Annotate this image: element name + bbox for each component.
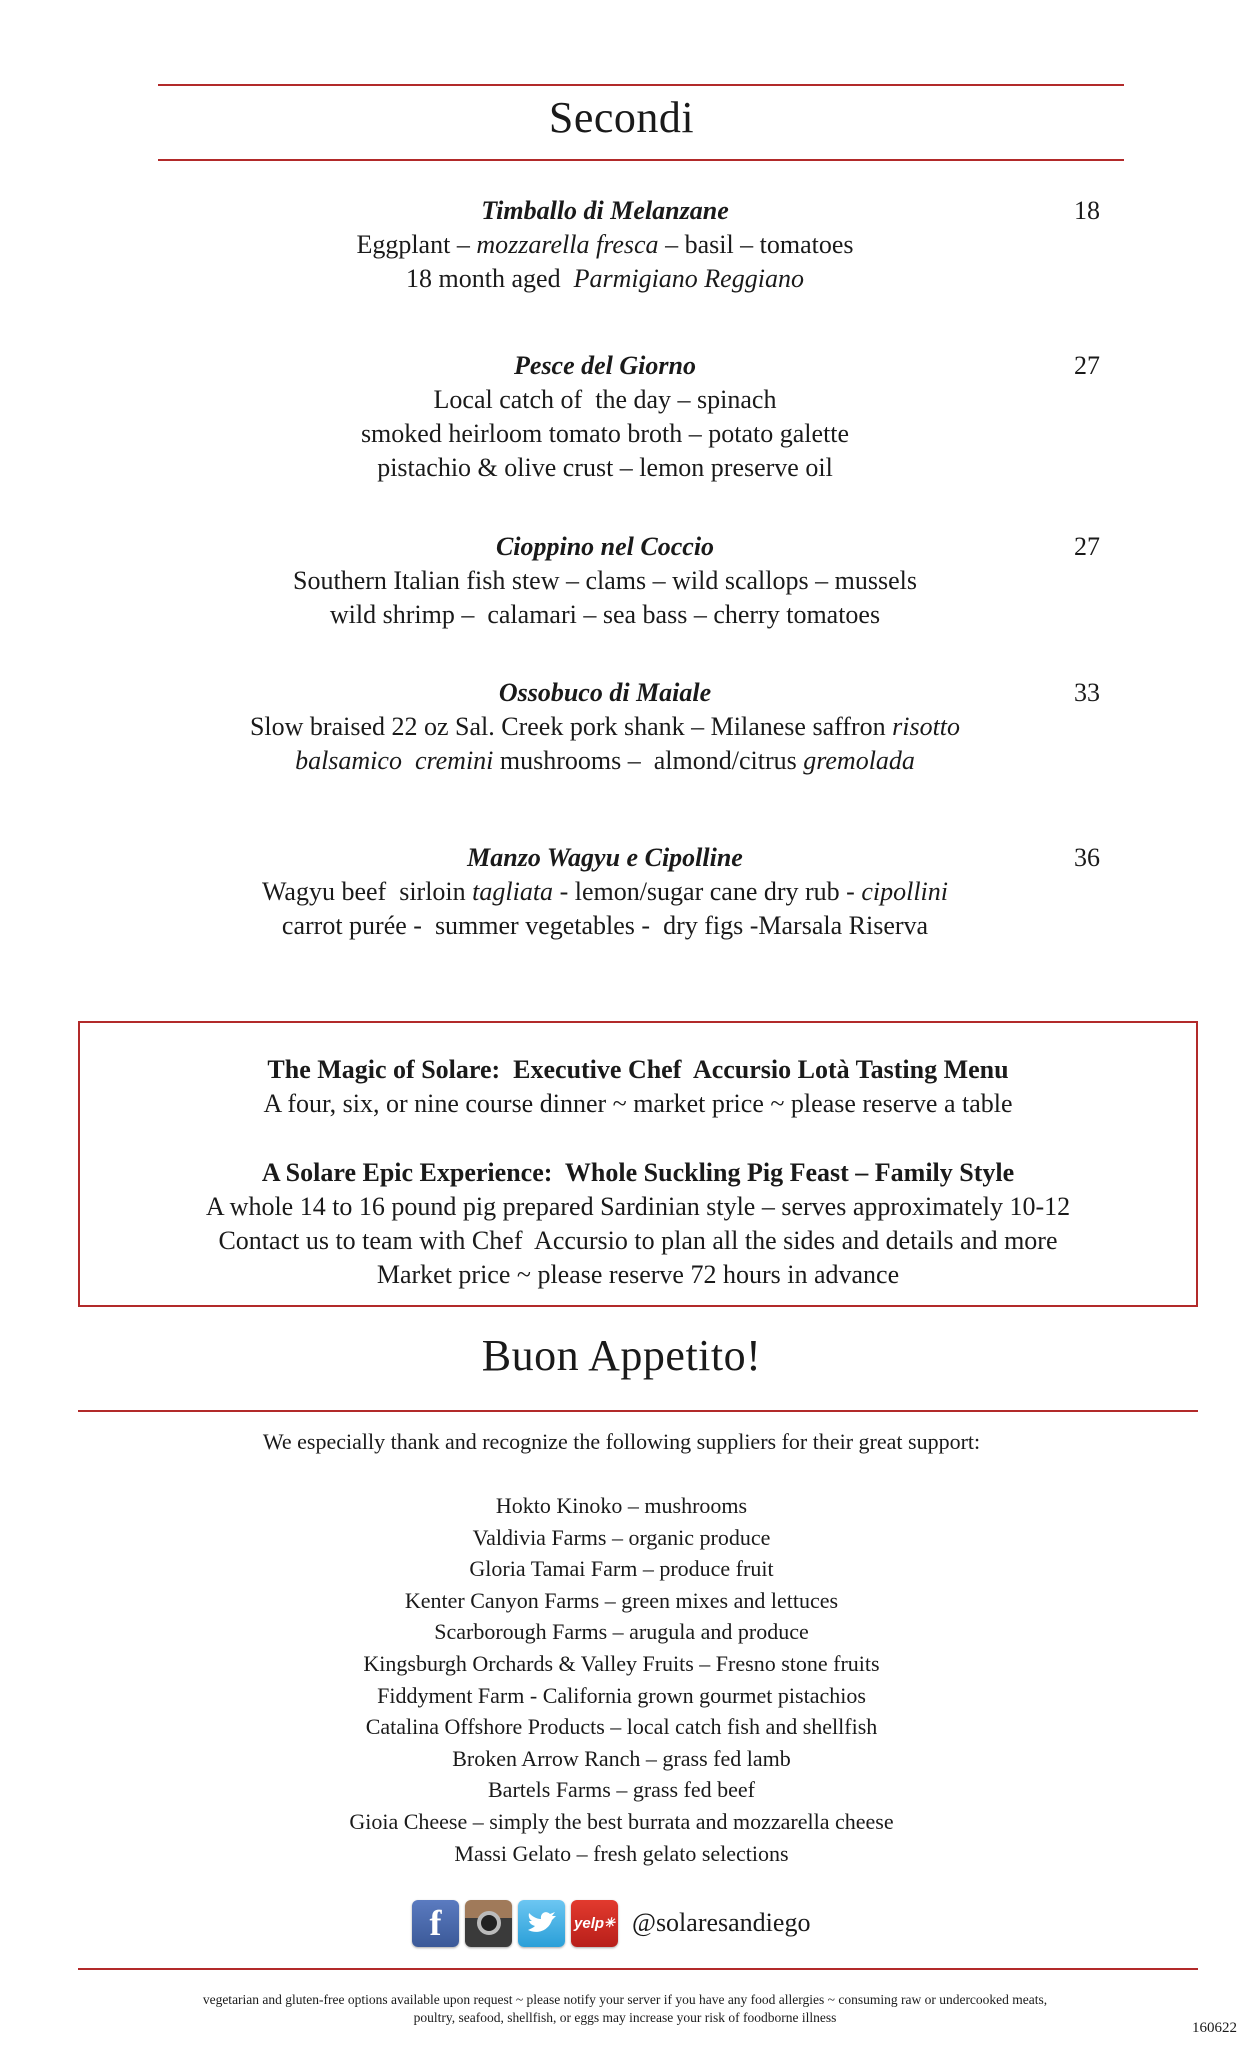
social-links — [412, 1898, 810, 1948]
dish-price: 36 — [1074, 843, 1100, 872]
dish-description-line — [200, 383, 1010, 417]
supplier-item: Bartels Farms – grass fed beef — [488, 1777, 755, 1803]
supplier-item: Kingsburgh Orchards & Valley Fruits – Fresno stone fruits — [363, 1651, 880, 1676]
dish-description-line — [200, 262, 1010, 296]
dish-name: Pesce del Giorno — [514, 351, 696, 380]
supplier-item: Scarborough Farms – arugula and produce — [434, 1619, 809, 1645]
italic-term: risotto — [892, 712, 961, 741]
supplier-item: Hokto Kinoko – mushrooms — [495, 1493, 748, 1518]
dish-price: 27 — [1074, 351, 1100, 380]
dish-description-line — [200, 909, 1010, 943]
footer-rule — [78, 1968, 1198, 1970]
description-text: Local catch of the day – spinach — [433, 385, 777, 414]
dish — [200, 676, 1010, 778]
suppliers-intro: We especially thank and recognize the following suppliers for their great support: — [262, 1429, 981, 1454]
italic-term: gremolada — [803, 746, 915, 775]
disclaimer-line: vegetarian and gluten-free options available upon request ~ please notify your server if you have any food allergies ~ consuming raw or undercooked meats, — [202, 1992, 1048, 2007]
description-text: Southern Italian fish stew – clams – wild scallops – mussels — [293, 566, 917, 595]
menu-code: 160622 — [1192, 2020, 1237, 2036]
description-text: Eggplant – — [356, 230, 477, 259]
dish-description-line — [200, 598, 1010, 632]
epic-experience-line: Contact us to team with Chef Accursio to plan all the sides and details and more — [218, 1226, 1058, 1255]
facebook-icon[interactable]: f — [412, 1900, 459, 1947]
instagram-icon[interactable] — [465, 1900, 512, 1947]
description-text: Slow braised 22 oz Sal. Creek pork shank – Milanese saffron — [249, 712, 893, 741]
epic-experience-line: A whole 14 to 16 pound pig prepared Sardinian style – serves approximately 10-12 — [205, 1192, 1071, 1221]
dish-price: 33 — [1074, 678, 1100, 707]
supplier-item: Gloria Tamai Farm – produce fruit — [469, 1556, 774, 1582]
title-underline-rule — [158, 159, 1124, 161]
description-text: – basil – tomatoes — [658, 230, 854, 259]
supplier-item: Broken Arrow Ranch – grass fed lamb — [452, 1745, 791, 1771]
dish-name: Manzo Wagyu e Cipolline — [467, 843, 743, 872]
italic-term: tagliata — [472, 877, 554, 906]
supplier-item: Gioia Cheese – simply the best burrata and mozzarella cheese — [349, 1809, 894, 1834]
tasting-menu-title: The Magic of Solare: Executive Chef Accursio Lotà Tasting Menu — [267, 1055, 1009, 1084]
supplier-item: Kenter Canyon Farms – green mixes and lettuces — [404, 1587, 839, 1613]
italic-term: mozzarella fresca — [476, 230, 659, 259]
italic-term: cipollini — [861, 877, 949, 906]
top-rule — [158, 84, 1124, 86]
dish-price: 27 — [1074, 532, 1100, 561]
dish-name: Timballo di Melanzane — [481, 196, 729, 225]
yelp-burst: ✳ — [604, 1915, 615, 1930]
epic-experience-title: A Solare Epic Experience: Whole Suckling Pig Feast – Family Style — [261, 1158, 1015, 1187]
dish-price: 18 — [1074, 196, 1100, 225]
description-text: Wagyu beef sirloin — [261, 877, 473, 906]
yelp-icon[interactable] — [571, 1900, 618, 1947]
specials-box — [78, 1021, 1198, 1307]
disclaimer-line: poultry, seafood, shellfish, or eggs may increase your risk of foodborne illness — [413, 2010, 837, 2025]
section-title: Secondi — [548, 93, 695, 142]
dish-description-line — [200, 228, 1010, 262]
dish-name: Ossobuco di Maiale — [498, 678, 712, 707]
dish-name: Cioppino nel Coccio — [495, 532, 715, 561]
dish — [200, 349, 1010, 485]
dish — [200, 841, 1010, 943]
tasting-menu-description: A four, six, or nine course dinner ~ market price ~ please reserve a table — [263, 1089, 1013, 1118]
supplier-item: Massi Gelato – fresh gelato selections — [454, 1840, 789, 1866]
italic-term: balsamico cremini — [295, 746, 494, 775]
description-text: pistachio & olive crust – lemon preserve oil — [377, 453, 833, 482]
twitter-icon[interactable] — [518, 1900, 565, 1947]
description-text: mushrooms – almond/citrus — [493, 746, 804, 775]
description-text: smoked heirloom tomato broth – potato galette — [360, 419, 850, 448]
yelp-label: yelp — [574, 1914, 605, 1932]
supplier-item: Catalina Offshore Products – local catch fish and shellfish — [365, 1714, 878, 1740]
description-text: - lemon/sugar cane dry rub - — [553, 877, 862, 906]
dish — [200, 530, 1010, 632]
description-text: carrot purée - summer vegetables - dry figs -Marsala Riserva — [281, 911, 929, 940]
supplier-item: Valdivia Farms – organic produce — [472, 1524, 771, 1550]
italic-term: Parmigiano Reggiano — [573, 264, 804, 293]
allergy-disclaimer — [90, 1991, 1160, 2027]
dish-description-line — [200, 451, 1010, 485]
dish-description-line — [200, 564, 1010, 598]
description-text: wild shrimp – calamari – sea bass – cherry tomatoes — [329, 600, 881, 629]
social-handle[interactable]: @solaresandiego — [632, 1908, 811, 1937]
dish — [200, 194, 1010, 296]
dish-description-line — [200, 710, 1010, 744]
supplier-item: Fiddyment Farm - California grown gourmet pistachios — [377, 1682, 866, 1708]
dish-description-line — [200, 875, 1010, 909]
dish-description-line — [200, 417, 1010, 451]
closing-rule — [78, 1410, 1198, 1412]
dish-description-line — [200, 744, 1010, 778]
description-text: 18 month aged — [406, 264, 574, 293]
epic-experience-line: Market price ~ please reserve 72 hours in advance — [376, 1260, 900, 1289]
closing-title: Buon Appetito! — [481, 1331, 762, 1380]
